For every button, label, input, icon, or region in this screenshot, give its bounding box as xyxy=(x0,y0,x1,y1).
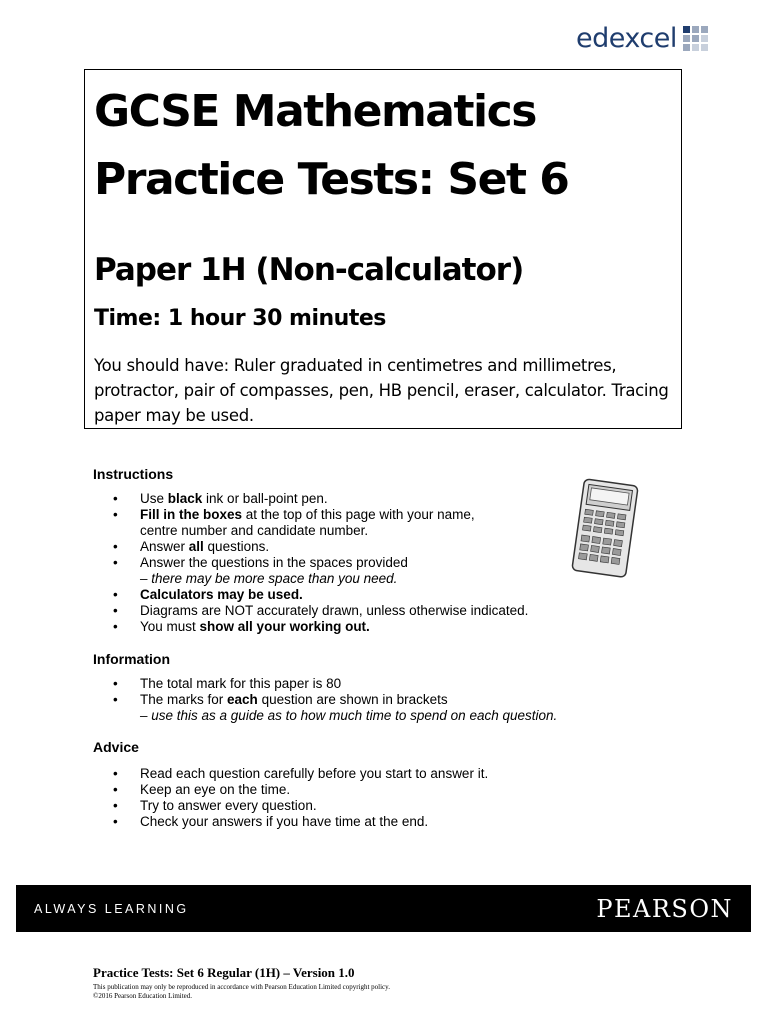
document-title xyxy=(94,78,684,214)
pearson-logo: PEARSON xyxy=(596,894,733,923)
instructions-list xyxy=(113,491,528,635)
list-item: • Read each question carefully before you start to answer it. xyxy=(113,766,488,782)
copyright-notice: This publication may only be reproduced in accordance with Pearson Education Limited copyright policy. xyxy=(93,983,390,991)
list-item: • The marks for each question are shown in brackets – use this as a guide as to how much time to spend on each question. xyxy=(113,692,557,724)
time-allowed: Time: 1 hour 30 minutes xyxy=(94,306,386,331)
list-item: • Answer all questions. xyxy=(113,539,528,555)
footer-title: Practice Tests: Set 6 Regular (1H) – Version 1.0 xyxy=(93,965,355,980)
instructions-heading: Instructions xyxy=(93,466,174,482)
list-item: • Try to answer every question. xyxy=(113,798,488,814)
advice-heading: Advice xyxy=(93,739,139,755)
paper-name: Paper 1H (Non-calculator) xyxy=(94,252,524,288)
logo-text: edexcel xyxy=(576,22,677,54)
list-item: • The total mark for this paper is 80 xyxy=(113,676,557,692)
cover-title-box xyxy=(84,69,682,429)
edexcel-logo xyxy=(576,18,746,58)
information-heading: Information xyxy=(93,651,170,667)
always-learning-tagline: ALWAYS LEARNING xyxy=(34,901,189,916)
information-list xyxy=(113,676,557,724)
list-item: • Answer the questions in the spaces provided – there may be more space than you need. xyxy=(113,555,528,587)
advice-list xyxy=(113,766,488,830)
list-item: • Keep an eye on the time. xyxy=(113,782,488,798)
copyright-year: ©2016 Pearson Education Limited. xyxy=(93,992,193,1000)
list-item: • Calculators may be used. xyxy=(113,587,528,603)
list-item: • Fill in the boxes at the top of this page with your name, centre number and candidate number. xyxy=(113,507,528,539)
list-item: • Use black ink or ball-point pen. xyxy=(113,491,528,507)
title-line-2: Practice Tests: Set 6 xyxy=(94,154,569,205)
list-item: • You must show all your working out. xyxy=(113,619,528,635)
title-line-1: GCSE Mathematics xyxy=(94,86,536,137)
calculator-icon xyxy=(568,478,640,578)
equipment-note: You should have: Ruler graduated in centimetres and millimetres, protractor, pair of compasses, pen, HB pencil, eraser, calculator. Tracing paper may be used. xyxy=(94,356,669,425)
logo-grid-icon xyxy=(683,26,708,51)
pearson-banner xyxy=(16,885,751,932)
list-item: • Diagrams are NOT accurately drawn, unless otherwise indicated. xyxy=(113,603,528,619)
list-item: • Check your answers if you have time at the end. xyxy=(113,814,488,830)
